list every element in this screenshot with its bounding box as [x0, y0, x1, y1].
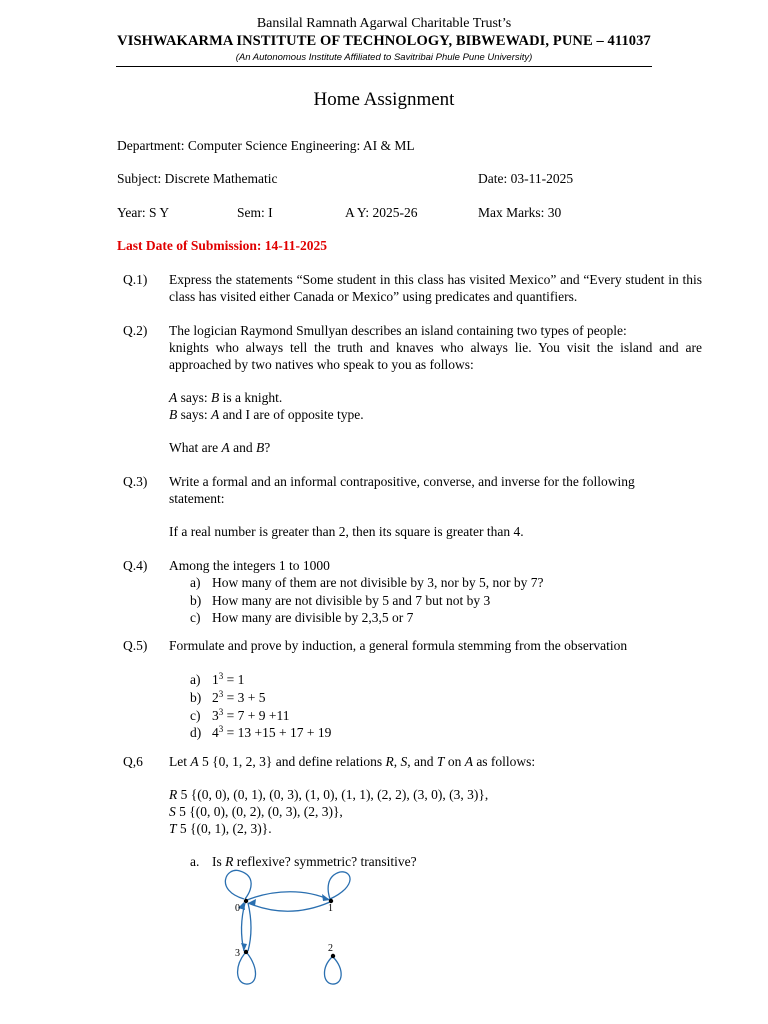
q4-option-label: b): [190, 593, 202, 608]
semester: Sem: I: [237, 205, 273, 220]
q4-text: Among the integers 1 to 1000: [169, 558, 330, 573]
last-date-submission: Last Date of Submission: 14-11-2025: [117, 238, 328, 253]
q4-option-text: How many are not divisible by 5 and 7 but not by 3: [212, 593, 491, 608]
q5-text: Formulate and prove by induction, a general formula stemming from the observation: [169, 638, 628, 653]
date: Date: 03-11-2025: [478, 171, 574, 186]
max-marks: Max Marks: 30: [478, 205, 562, 220]
q5-equation: $1^3 = 1$: [212, 671, 245, 687]
q6-relation-r: R 5 {(0, 0), (0, 1), (0, 3), (1, 0), (1, 1), (2, 2), (3, 0), (3, 3)},: [169, 787, 489, 802]
institute-name: VISHWAKARMA INSTITUTE OF TECHNOLOGY, BIBWEWADI, PUNE – 411037: [117, 33, 651, 49]
q6-relation-s: S 5 {(0, 0), (0, 2), (0, 3), (2, 3)},: [169, 804, 343, 819]
department: Department: Computer Science Engineering: AI & ML: [117, 138, 415, 153]
q6-part-a-label: a.: [190, 854, 200, 869]
q5-equation: $4^3 = 13 +15 + 17 + 19$: [212, 724, 332, 740]
academic-year: A Y: 2025-26: [345, 205, 418, 220]
year: Year: S Y: [117, 205, 170, 220]
graph-node-2: [331, 954, 335, 958]
q4-option-text: How many of them are not divisible by 3, nor by 5, nor by 7?: [212, 575, 544, 590]
affiliation-note: (An Autonomous Institute Affiliated to Savitribai Phule Pune University): [235, 52, 533, 63]
q6-intro: Let A 5 {0, 1, 2, 3} and define relations R, S, and T on A as follows:: [169, 754, 536, 769]
arrowhead: [241, 943, 247, 951]
q5-option-label: d): [190, 725, 202, 740]
loop-edge-1: [328, 872, 350, 899]
q5-equation: $3^3 = 7 + 9 +11$: [212, 707, 290, 723]
graph-label-3: 3: [235, 948, 240, 959]
q5-number: Q.5): [123, 638, 148, 653]
q2-a-says: A says: B is a knight.: [169, 390, 283, 405]
loop-edge-0: [225, 870, 251, 899]
q3-number: Q.3): [123, 474, 148, 489]
graph-node-3: [244, 950, 248, 954]
q1-text: Express the statements “Some student in this class has visited Mexico” and “Every student in this class has visited either Canada or Mexico” using predicates and quantifiers.: [169, 272, 702, 304]
edge-1-0: [248, 902, 330, 911]
q2-question: What are A and B?: [169, 440, 271, 455]
q4-option-text: How many are divisible by 2,3,5 or 7: [212, 610, 414, 625]
q4-option-label: a): [190, 575, 201, 590]
q4-number: Q.4): [123, 558, 148, 573]
q1-number: Q.1): [123, 272, 148, 287]
page-title: Home Assignment: [313, 89, 455, 110]
graph-node-0: [244, 899, 248, 903]
q2-line2: knights who always tell the truth and knaves who always lie. You visit the island and are approached by two natives who speak to you as follows:: [169, 340, 702, 372]
q3-text: Write a formal and an informal contrapositive, converse, and inverse for the following statement:: [169, 474, 635, 506]
loop-edge-2: [324, 957, 341, 984]
q2-number: Q.2): [123, 323, 148, 338]
q4-option-label: c): [190, 610, 201, 625]
graph-label-1: 1: [328, 903, 333, 914]
q5-equation: $2^3 = 3 + 5$: [212, 689, 266, 705]
q6-relation-t: T 5 {(0, 1), (2, 3)}.: [169, 821, 272, 836]
q5-option-label: b): [190, 690, 202, 705]
q5-option-label: a): [190, 672, 201, 687]
edge-0-1: [247, 892, 330, 900]
graph-label-2: 2: [328, 943, 333, 954]
q6-part-a-question: Is R reflexive? symmetric? transitive?: [212, 854, 417, 869]
q2-b-says: B says: A and I are of opposite type.: [169, 407, 364, 422]
q5-option-label: c): [190, 708, 201, 723]
loop-edge-3: [238, 953, 256, 984]
subject: Subject: Discrete Mathematic: [117, 171, 278, 186]
q6-number: Q,6: [123, 754, 143, 769]
q2-line1: The logician Raymond Smullyan describes an island containing two types of people:: [169, 323, 627, 338]
edge-3-0: [248, 903, 251, 951]
graph-label-0: 0: [235, 903, 240, 914]
trust-name: Bansilal Ramnath Agarwal Charitable Trust’s: [256, 16, 512, 31]
q3-statement: If a real number is greater than 2, then its square is greater than 4.: [169, 524, 524, 539]
